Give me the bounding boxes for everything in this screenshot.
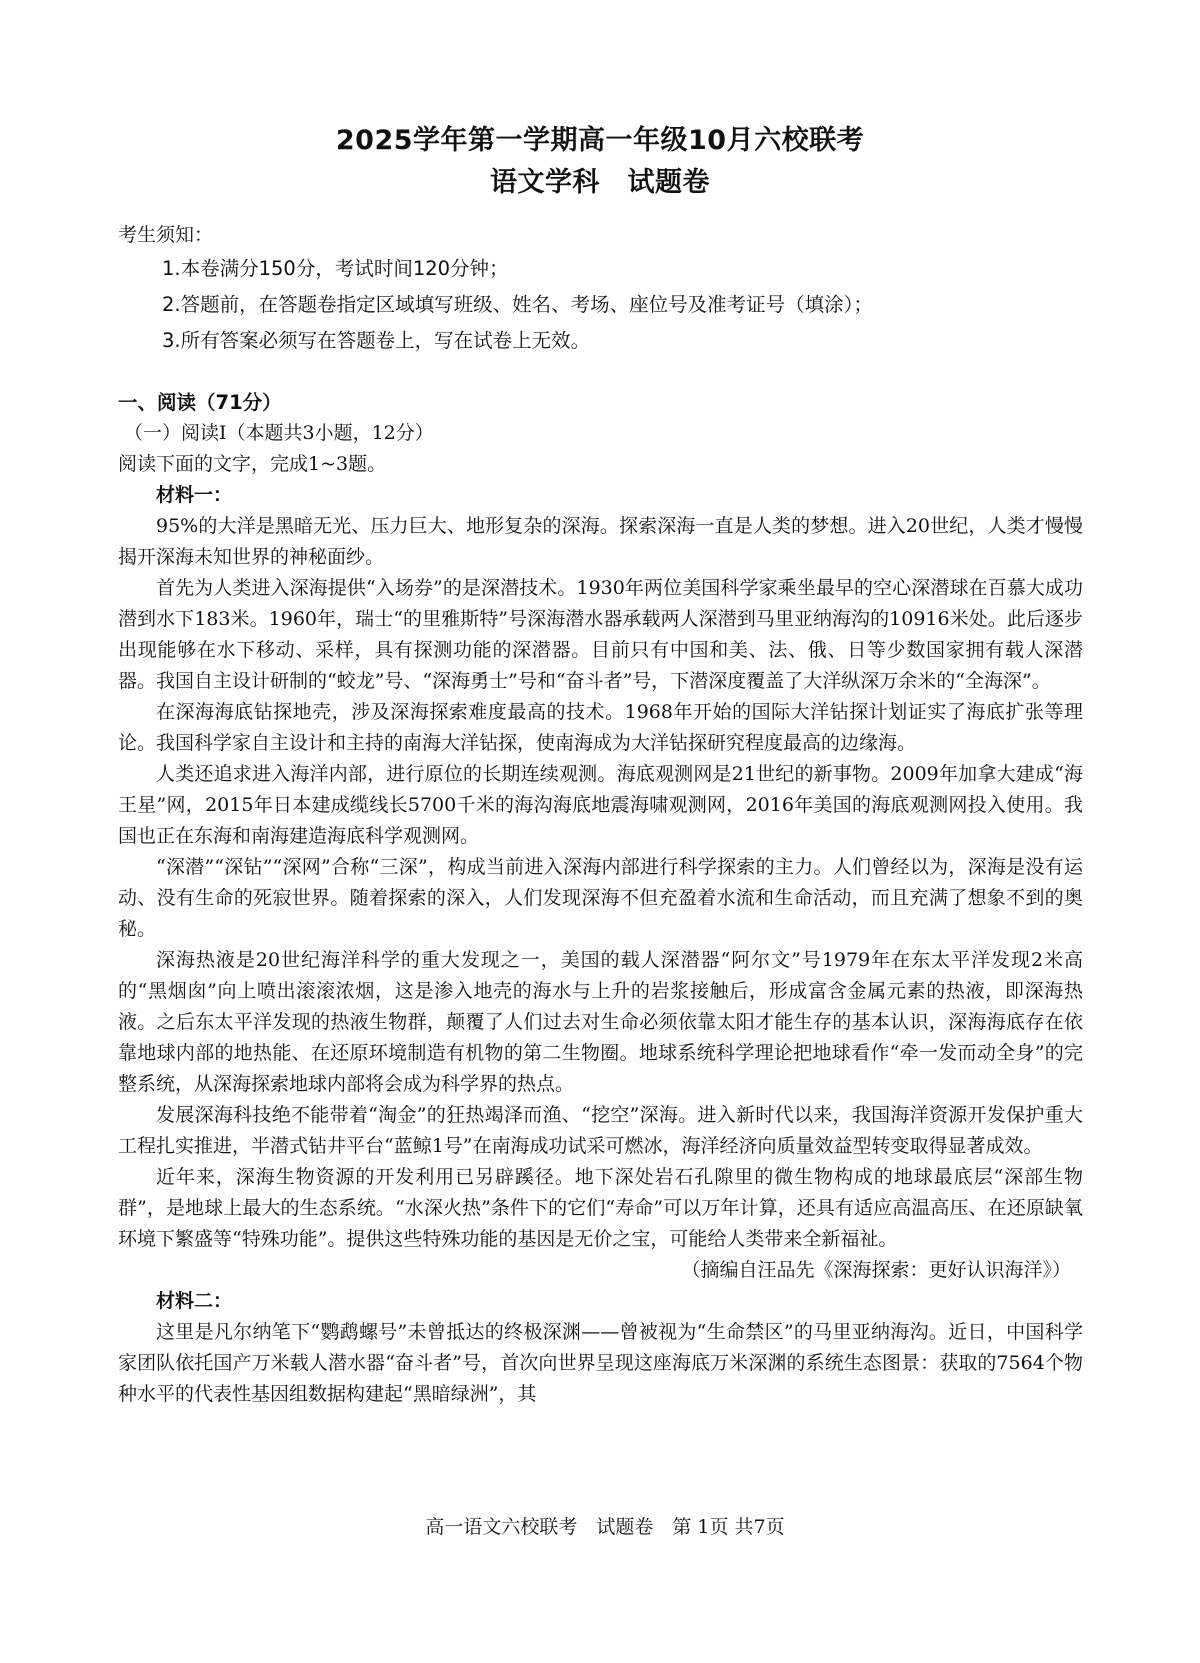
- material-paragraph: 在深海海底钻探地壳，涉及深海探索难度最高的技术。1968年开始的国际大洋钻探计划证实了海底扩张等理论。我国科学家自主设计和主持的南海大洋钻探，使南海成为大洋钻探研究程度最高的边缘海。: [118, 701, 1083, 754]
- material-paragraph: 首先为人类进入深海提供“入场券”的是深潜技术。1930年两位美国科学家乘坐最早的空心深潜球在百慕大成功潜到水下183米。1960年，瑞士“的里雅斯特”号深海潜水器承载两人深潜到马里亚纳海沟的10916米处。此后逐步出现能够在水下移动、采样，具有探测功能的深潜器。目前只有中国和美、法、俄、日等少数国家拥有载人深潜器。我国自主设计研制的“蛟龙”号、“深海勇士”号和“奋斗者”号，下潜深度覆盖了大洋纵深万余米的“全海深”。: [118, 577, 1083, 692]
- material-paragraph: “深潜”“深钻”“深网”合称“三深”，构成当前进入深海内部进行科学探索的主力。人们曾经以为，深海是没有运动、没有生命的死寂世界。随着探索的深入，人们发现深海不但充盈着水流和生命活动，而且充满了想象不到的奥秘。: [118, 856, 1083, 940]
- material-paragraph: 人类还追求进入海洋内部，进行原位的长期连续观测。海底观测网是21世纪的新事物。2009年加拿大建成“海王星”网，2015年日本建成缆线长5700千米的海沟海底地震海啸观测网，2016年美国的海底观测网投入使用。我国也正在东海和南海建造海底科学观测网。: [118, 763, 1083, 847]
- notice-item: 2.答题前，在答题卷指定区域填写班级、姓名、考场、座位号及准考证号（填涂）；: [162, 293, 873, 316]
- page-footer: 高一语文六校联考 试题卷 第 1页 共7页: [425, 1516, 785, 1538]
- exam-subtitle: 语文学科 试题卷: [490, 167, 710, 198]
- section-heading: 一、阅读（71分）: [118, 391, 282, 414]
- material-two-heading: 材料二：: [156, 1290, 233, 1312]
- material-paragraph: 近年来，深海生物资源的开发利用已另辟蹊径。地下深处岩石孔隙里的微生物构成的地球最底层“深部生物群”，是地球上最大的生态系统。“水深火热”条件下的它们“寿命”可以万年计算，还具有适应高温高压、在还原缺氧环境下繁盛等“特殊功能”。提供这些特殊功能的基因是无价之宝，可能给人类带来全新福祉。: [118, 1166, 1083, 1250]
- notice-item: 1.本卷满分150分，考试时间120分钟；: [162, 257, 509, 280]
- material-paragraph: 深海热液是20世纪海洋科学的重大发现之一，美国的载人深潜器“阿尔文”号1979年在东太平洋发现2米高的“黑烟囱”向上喷出滚滚浓烟，这是渗入地壳的海水与上升的岩浆接触后，形成富含金属元素的热液，即深海热液。之后东太平洋发现的热液生物群，颠覆了人们过去对生命必须依靠太阳才能生存的基本认识，深海海底存在依靠地球内部的地热能、在还原环境制造有机物的第二生物圈。地球系统科学理论把地球看作“牵一发而动全身”的完整系统，从深海探索地球内部将会成为科学界的热点。: [118, 949, 1083, 1095]
- reading-instruction: 阅读下面的文字，完成1~3题。: [118, 453, 387, 475]
- material-one-heading: 材料一：: [156, 484, 233, 506]
- material-paragraph: 发展深海科技绝不能带着“淘金”的狂热竭泽而渔、“挖空”深海。进入新时代以来，我国海洋资源开发保护重大工程扎实推进，半潜式钻井平台“蓝鲸1号”在南海成功试采可燃冰，海洋经济向质量效益型转变取得显著成效。: [118, 1104, 1083, 1157]
- material-source: （摘编自汪品先《深海探索：更好认识海洋》）: [681, 1259, 1071, 1281]
- material-paragraph: 95%的大洋是黑暗无光、压力巨大、地形复杂的深海。探索深海一直是人类的梦想。进入20世纪，人类才慢慢揭开深海未知世界的神秘面纱。: [118, 515, 1083, 568]
- exam-body: [118, 220, 1083, 1410]
- notice-heading: 考生须知：: [118, 224, 214, 246]
- material-paragraph: 这里是凡尔纳笔下“鹦鹉螺号”未曾抵达的终极深渊——曾被视为“生命禁区”的马里亚纳海沟。近日，中国科学家团队依托国产万米载人潜水器“奋斗者”号，首次向世界呈现这座海底万米深渊的系统生态图景：获取的7564个物种水平的代表性基因组数据构建起“黑暗绿洲”，其: [118, 1321, 1083, 1405]
- subsection-heading: （一）阅读Ⅰ（本题共3小题，12分）: [124, 422, 434, 444]
- notice-item: 3.所有答案必须写在答题卷上，写在试卷上无效。: [162, 329, 591, 352]
- exam-title: 2025学年第一学期高一年级10月六校联考: [335, 125, 865, 156]
